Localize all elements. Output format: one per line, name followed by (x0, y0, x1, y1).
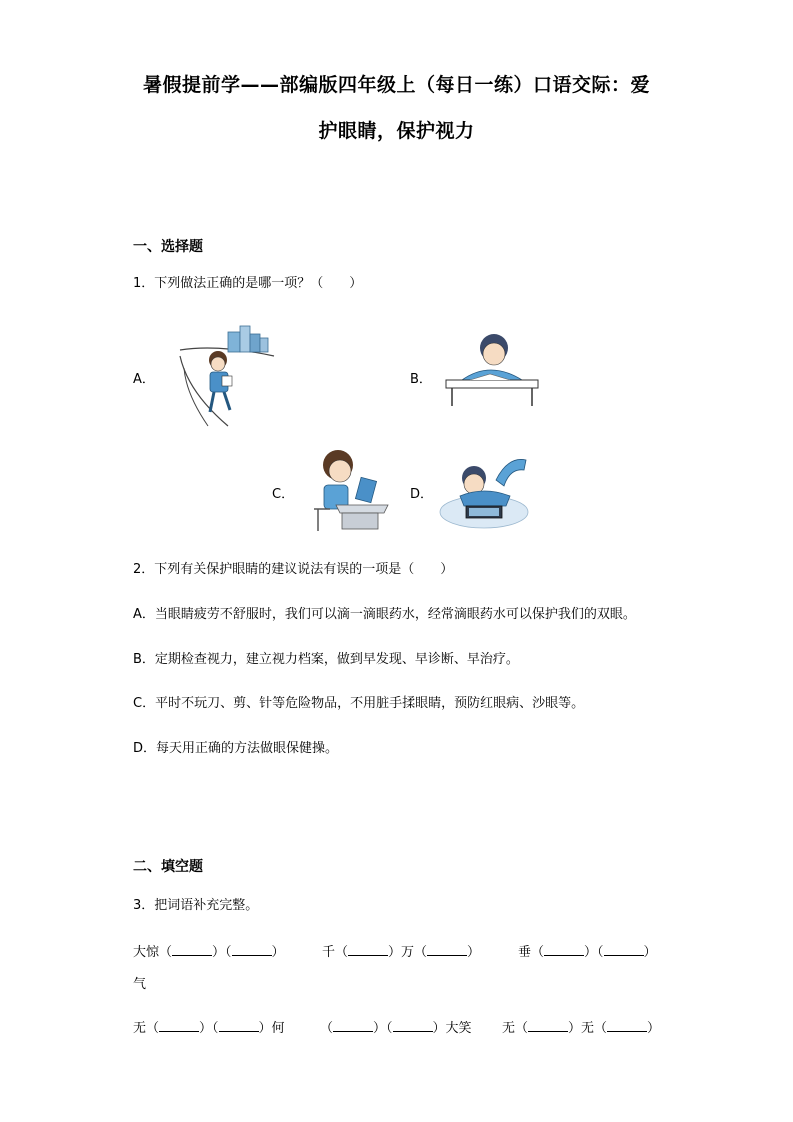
blank[interactable] (348, 943, 388, 956)
section-heading-fill: 二、填空题 (133, 859, 203, 875)
boy-walking-reading-image (178, 322, 278, 428)
blank[interactable] (393, 1019, 433, 1032)
page-title (120, 62, 673, 154)
boy-lying-on-desk-image (440, 330, 542, 408)
option-b-label[interactable]: B． (410, 372, 432, 387)
idiom-5: （ ）（ ）大笑 (320, 1021, 472, 1036)
idiom-2: 千（ ）万（ ） (322, 945, 481, 960)
question-2-option-a[interactable]: A．当眼睛疲劳不舒服时，我们可以滴一滴眼药水，经常滴眼药水可以保护我们的双眼。 (133, 607, 636, 622)
blank[interactable] (607, 1019, 647, 1032)
blank[interactable] (604, 943, 644, 956)
blank[interactable] (219, 1019, 259, 1032)
question-2-option-b[interactable]: B．定期检查视力，建立视力档案，做到早发现、早诊断、早治疗。 (133, 652, 519, 667)
blank[interactable] (333, 1019, 373, 1032)
blank[interactable] (232, 943, 272, 956)
question-3-stem: 3．把词语补充完整。 (133, 898, 259, 913)
boy-lying-with-tablet-image (438, 450, 530, 532)
blank[interactable] (544, 943, 584, 956)
blank[interactable] (172, 943, 212, 956)
idiom-3-wrap: 气 (133, 977, 147, 992)
idiom-3: 垂（ ）（ ） (518, 945, 657, 960)
question-2-stem: 2．下列有关保护眼睛的建议说法有误的一项是（ ） (133, 562, 454, 577)
title-line-1: 暑假提前学——部编版四年级上（每日一练）口语交际：爱 (142, 74, 650, 96)
blank[interactable] (528, 1019, 568, 1032)
idiom-1: 大惊（ ）（ ） (133, 945, 285, 960)
question-1-stem: 1．下列做法正确的是哪一项？（ ） (133, 276, 363, 291)
option-a-label[interactable]: A． (133, 372, 155, 387)
idiom-4: 无（ ）（ ）何 (133, 1021, 285, 1036)
section-heading-choice: 一、选择题 (133, 239, 203, 255)
option-c-label[interactable]: C． (272, 487, 295, 502)
idiom-6: 无（ ）无（ ） (502, 1021, 661, 1036)
question-2-option-d[interactable]: D．每天用正确的方法做眼保健操。 (133, 741, 339, 756)
girl-reading-at-desk-image (310, 447, 390, 533)
option-d-label[interactable]: D． (410, 487, 434, 502)
blank[interactable] (159, 1019, 199, 1032)
question-2-option-c[interactable]: C．平时不玩刀、剪、针等危险物品，不用脏手揉眼睛，预防红眼病、沙眼等。 (133, 696, 585, 711)
blank[interactable] (427, 943, 467, 956)
title-line-2: 护眼睛，保护视力 (318, 120, 475, 142)
